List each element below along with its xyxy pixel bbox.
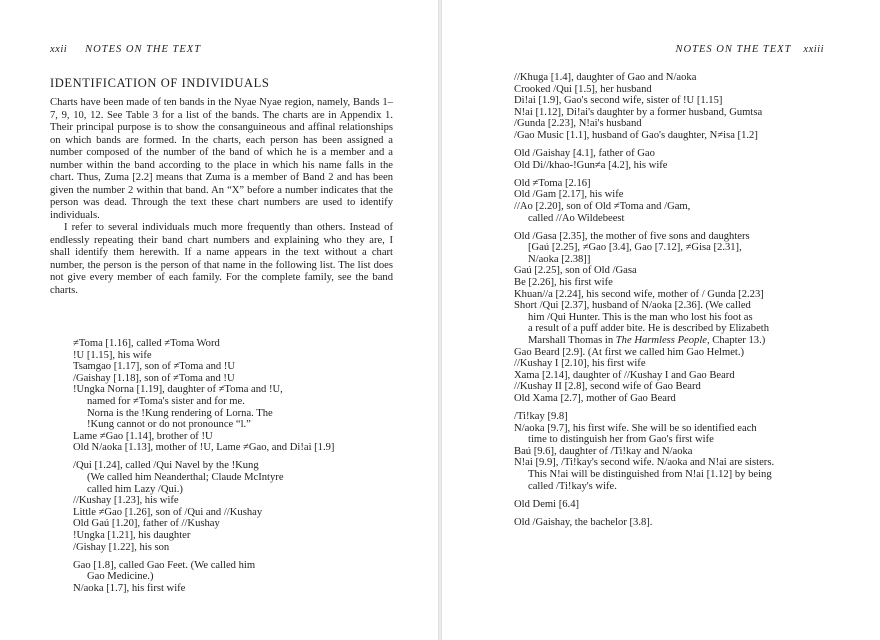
entry-group	[514, 499, 834, 511]
entry-group	[514, 231, 834, 405]
list-entry	[73, 583, 423, 595]
entry-continuation: a result of a puff adder bite. He is described by Elizabeth	[528, 323, 770, 335]
entry-continuation: This N!ai will be distinguished from N!ai [1.12] by being	[528, 469, 772, 480]
entry-continuation: Norna is the !Kung rendering of Lorna. The	[87, 407, 273, 419]
entry-line: Old Gaú [1.20], father of //Kushay	[73, 518, 220, 530]
list-entry	[73, 442, 423, 454]
entry-line: Old /Gaishay [4.1], father of Gao	[514, 148, 655, 160]
intro-text	[50, 97, 393, 297]
entry-line: Lame ≠Gao [1.14], brother of !U	[73, 430, 213, 442]
entry-line: Di!ai [1.9], Gao's second wife, sister of !U [1.15]	[514, 95, 723, 107]
list-entry	[514, 393, 834, 405]
list-entry	[514, 72, 834, 84]
list-entry	[514, 423, 834, 446]
entry-line: Old /Gasa [2.35], the mother of five sons and daughters	[514, 230, 750, 242]
entry-group	[514, 148, 834, 171]
entry-continuation: !Kung cannot or do not pronounce “l.”	[87, 419, 251, 431]
entry-line: Gao Beard [2.9]. (At first we called him Gao Helmet.)	[514, 346, 745, 358]
left-page	[0, 0, 438, 640]
list-entry	[514, 289, 834, 301]
list-entry	[73, 361, 423, 373]
entry-continuation: named for ≠Toma's sister and for me.	[87, 395, 245, 407]
page-number-right: xxiii	[803, 44, 824, 55]
entry-line: /Gaishay [1.18], son of ≠Toma and !U	[73, 372, 235, 384]
entry-line: Old Di//khao-!Gun≠a [4.2], his wife	[514, 159, 668, 171]
list-entry	[514, 517, 834, 529]
list-entry	[514, 300, 834, 346]
entry-continuation: him /Qui Hunter. This is the man who lost his foot as	[528, 311, 753, 323]
list-entry	[514, 265, 834, 277]
entry-continuation: [Gaú [2.25], ≠Gao [3.4], Gao [7.12], ≠Gisa [2.31],	[528, 242, 742, 254]
entry-line: N!ai [9.9], /Ti!kay's second wife. N/aoka and N!ai are sisters.	[514, 457, 775, 469]
list-entry	[514, 178, 834, 190]
entry-line: Baú [9.6], daughter of /Ti!kay and N/aoka	[514, 445, 693, 457]
entry-group	[73, 560, 423, 595]
section-heading: IDENTIFICATION OF INDIVIDUALS	[50, 76, 270, 90]
list-entry	[514, 358, 834, 370]
list-entry	[514, 201, 834, 224]
list-entry	[514, 107, 834, 119]
list-entry	[514, 231, 834, 266]
identification-list-right	[514, 72, 834, 535]
entry-line: Old N/aoka [1.13], mother of !U, Lame ≠Gao, and Di!ai [1.9]	[73, 442, 335, 454]
entry-line: //Ao [2.20], son of Old ≠Toma and /Gam,	[514, 200, 691, 212]
list-entry	[73, 518, 423, 530]
list-entry	[514, 160, 834, 172]
entry-line: /Gunda [2.23], N!ai's husband	[514, 118, 642, 130]
entry-line: Old ≠Toma [2.16]	[514, 177, 591, 189]
list-entry	[73, 373, 423, 385]
paragraph-2: I refer to several individuals much more frequently than others. Instead of endlessly repeating their band chart numbers and explaining who they are, I shall identify them herewith. If a name appears in the text without a chart number, the person is the person of that name in the following list. The list does not give every member of each family. For the complete family, see the band charts.	[50, 222, 393, 296]
list-entry	[73, 560, 423, 583]
paragraph-1: Charts have been made of ten bands in the Nyae Nyae region, namely, Bands 1–7, 9, 10, 12. See Table 3 for a list of the bands. The charts are in Appendix 1. Their principal purpose is to show the consanguineous and affinal relationships on which bands are formed. In the charts, each person has been assigned a number composed of the number of the band of which he is a member and a number within the band according to the place in which his name falls in the chart. Thus, Zuma [2.2] means that Zuma is a member of Band 2 and has been given the number 2 within that band. An “X” before a number indicates that the person was dead. Through the text these chart numbers are used to identify individuals.	[50, 97, 393, 221]
list-entry	[73, 507, 423, 519]
page-number-left: xxii	[50, 44, 68, 55]
list-entry	[514, 130, 834, 142]
list-entry	[73, 495, 423, 507]
running-title-right: NOTES ON THE TEXT	[675, 44, 792, 55]
entry-line: !Ungka Norna [1.19], daughter of ≠Toma and !U,	[73, 384, 283, 396]
entry-line: N/aoka [9.7], his first wife. She will be so identified each	[514, 422, 757, 434]
entry-line: /Gishay [1.22], his son	[73, 541, 170, 553]
entry-line: Short /Qui [2.37], husband of N/aoka [2.36]. (We called	[514, 300, 751, 312]
entry-group	[514, 517, 834, 529]
list-entry	[514, 499, 834, 511]
entry-line: Little ≠Gao [1.26], son of /Qui and //Kushay	[73, 506, 263, 518]
list-entry	[514, 457, 834, 492]
entry-line: Gaú [2.25], son of Old /Gasa	[514, 265, 637, 277]
entry-line: //Khuga [1.4], daughter of Gao and N/aoka	[514, 72, 697, 83]
list-entry	[514, 148, 834, 160]
list-entry	[514, 95, 834, 107]
entry-continuation: called him Lazy /Qui.)	[87, 483, 183, 495]
entry-line: N!ai [1.12], Di!ai's daughter by a former husband, Gumtsa	[514, 106, 763, 118]
entry-line: Tsamgao [1.17], son of ≠Toma and !U	[73, 361, 236, 373]
entry-line: N/aoka [1.7], his first wife	[73, 582, 186, 594]
entry-line: !Ungka [1.21], his daughter	[73, 530, 191, 541]
list-entry	[514, 370, 834, 382]
entry-line: Old Demi [6.4]	[514, 498, 580, 510]
entry-line: Gao [1.8], called Gao Feet. (We called him	[73, 559, 256, 571]
list-entry	[514, 381, 834, 393]
entry-line: Khuan//a [2.24], his second wife, mother of / Gunda [2.23]	[514, 288, 764, 300]
entry-line: //Kushay I [2.10], his first wife	[514, 358, 646, 370]
entry-line: //Kushay [1.23], his wife	[73, 495, 179, 507]
list-entry	[514, 277, 834, 289]
entry-line: /Qui [1.24], called /Qui Navel by the !Kung	[73, 460, 259, 472]
entry-line: !U [1.15], his wife	[73, 349, 152, 361]
entry-line: Old /Gam [2.17], his wife	[514, 189, 624, 201]
entry-continuation: Marshall Thomas in The Harmless People, Chapter 13.)	[528, 334, 766, 346]
list-entry	[514, 84, 834, 96]
running-head-right	[676, 44, 824, 55]
list-entry	[514, 347, 834, 359]
list-entry	[514, 446, 834, 458]
identification-list-left	[73, 338, 423, 601]
entry-line: Old Xama [2.7], mother of Gao Beard	[514, 392, 676, 404]
entry-line: /Ti!kay [9.8]	[514, 411, 568, 423]
running-head-left	[50, 44, 201, 55]
list-entry	[73, 350, 423, 362]
entry-line: ≠Toma [1.16], called ≠Toma Word	[73, 338, 220, 349]
entry-group	[514, 411, 834, 492]
list-entry	[73, 460, 423, 495]
list-entry	[514, 411, 834, 423]
entry-line: Be [2.26], his first wife	[514, 277, 613, 288]
list-entry	[514, 189, 834, 201]
entry-continuation: Gao Medicine.)	[87, 571, 154, 583]
entry-continuation: (We called him Neanderthal; Claude McIntyre	[87, 472, 284, 484]
entry-line: //Kushay II [2.8], second wife of Gao Beard	[514, 381, 701, 393]
list-entry	[73, 542, 423, 554]
list-entry	[73, 431, 423, 443]
entry-continuation: N/aoka [2.38]]	[528, 253, 591, 265]
entry-continuation: called /Ti!kay's wife.	[528, 480, 617, 492]
running-title-left: NOTES ON THE TEXT	[85, 44, 202, 55]
list-entry	[73, 338, 423, 350]
entry-continuation: time to distinguish her from Gao's first wife	[528, 434, 714, 446]
list-entry	[73, 530, 423, 542]
entry-line: Crooked /Qui [1.5], her husband	[514, 83, 652, 95]
entry-line: Xama [2.14], daughter of //Kushay I and Gao Beard	[514, 369, 735, 381]
list-entry	[73, 384, 423, 430]
entry-line: Old /Gaishay, the bachelor [3.8].	[514, 516, 653, 528]
list-entry	[514, 118, 834, 130]
entry-group	[73, 460, 423, 553]
entry-group	[514, 72, 834, 142]
entry-group	[514, 178, 834, 224]
book-title: The Harmless People	[615, 334, 707, 346]
entry-group	[73, 338, 423, 454]
entry-continuation: called //Ao Wildebeest	[528, 212, 625, 224]
entry-line: /Gao Music [1.1], husband of Gao's daughter, N≠isa [1.2]	[514, 129, 758, 141]
